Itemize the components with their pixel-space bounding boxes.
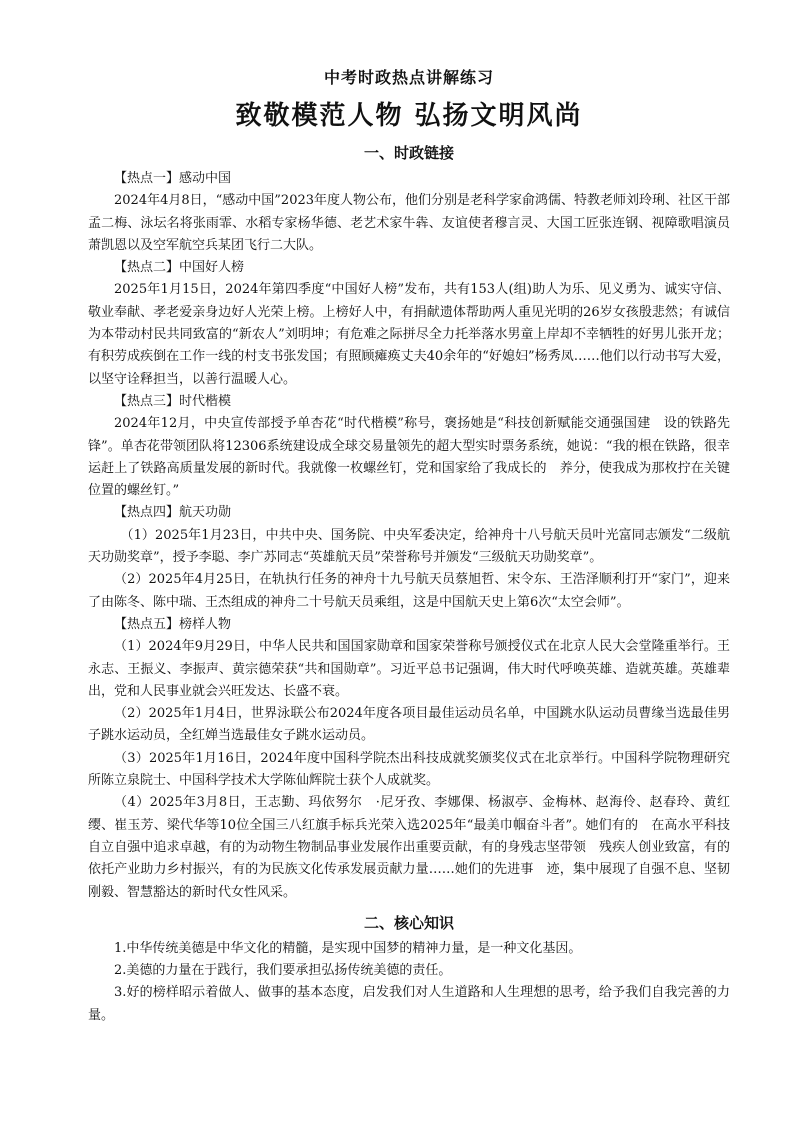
core-knowledge-item-2: 2.美德的力量在于践行，我们要承担弘扬传统美德的责任。 [114,963,452,979]
section-title-core-knowledge: 二、核心知识 [363,913,454,932]
hot-topic-5-item-2: （2）2025年1月4日，世界泳联公布2024年度各项目最佳运动员名单，中国跳水队运动员曹缘当选最佳男子跳水运动员，全红婵当选最佳女子跳水运动员。 [88,706,730,744]
section-title-current-affairs: 一、时政链接 [363,144,454,162]
hot-topic-3-label: 【热点三】时代楷模 [114,393,232,409]
hot-topic-5-label: 【热点五】榜样人物 [114,616,232,632]
hot-topic-1-text: 2024年4月8日，“感动中国”2023年度人物公布，他们分别是老科学家俞鸿儒、特教老师刘玲琍、社区干部孟二梅、泳坛名将张雨霏、水稻专家杨华德、老艺术家牛犇、友谊使者穆言灵、大国工匠张连钢、视障歌唱演员萧凯恩以及空军航空兵某团飞行二大队。 [88,193,731,253]
hot-topic-5-item-1: （1）2024年9月29日，中华人民共和国国家勋章和国家荣誉称号颁授仪式在北京人民大会堂隆重举行。王永志、王振义、李振声、黄宗德荣获“共和国勋章”。习近平总书记强调，伟大时代呼唤英雄、造就英雄。英雄辈出，党和人民事业就会兴旺发达、长盛不衰。 [88,639,730,699]
document-title: 致敬模范人物 弘扬文明风尚 [235,101,583,131]
hot-topic-3-text: 2024年12月，中央宣传部授予单杏花“时代楷模”称号，褒扬她是“科技创新赋能交通强国建 设的铁路先锋”。单杏花带领团队将12306系统建设成全球交易量领先的超大型实时票务系统，她说：“我的根在铁路，很幸运赶上了铁路高质量发展的新时代。我就像一枚螺丝钉，党和国家给了我成长的 养分，使我成为那枚拧在关键位置的螺丝钉。” [88,416,730,499]
core-knowledge-item-1: 1.中华传统美德是中华文化的精髓，是实现中国梦的精神力量，是一种文化基因。 [114,940,582,956]
hot-topic-5-item-4: （4）2025年3月8日，王志勤、玛依努尔 ·尼牙孜、李娜倮、杨淑亭、金梅林、赵海伶、赵春玲、黄红缨、崔玉芳、梁代华等10位全国三八红旗手标兵光荣入选2025年“最美巾帼奋斗者”。她们有的 在高水平科技自立自强中追求卓越，有的为动物生物制品事业发展作出重要贡献，有的身残志坚带领 残疾人创业致富，有的依托产业助力乡村振兴，有的为民族文化传承发展贡献力量……她们的先进事 迹，集中展现了自强不息、坚韧刚毅、智慧豁达的新时代女性风采。 [88,795,730,900]
hot-topic-2-text: 2025年1月15日，2024年第四季度“中国好人榜”发布，共有153人(组)助人为乐、见义勇为、诚实守信、敬业奉献、孝老爱亲身边好人光荣上榜。上榜好人中，有捐献遗体帮助两人重见光明的26岁女孩殷悲然；有诚信为本带动村民共同致富的“新农人”刘明坤；有危难之际拼尽全力托举落水男童上岸却不幸牺牲的好男儿张开龙；有积劳成疾倒在工作一线的村支书张发国；有照顾瘫痪丈夫40余年的“好媳妇”杨秀凤……他们以行动书写大爱，以坚守诠释担当，以善行温暖人心。 [88,282,730,387]
hot-topic-2-label: 【热点二】中国好人榜 [114,260,245,276]
document-subtitle: 中考时政热点讲解练习 [323,68,494,87]
hot-topic-4-item-2: （2）2025年4月25日，在轨执行任务的神舟十九号航天员蔡旭哲、宋令东、王浩泽顺利打开“家门”，迎来了由陈冬、陈中瑞、王杰组成的神舟二十号航天员乘组，这是中国航天史上第6次“太空会师”。 [88,572,730,610]
hot-topic-1-label: 【热点一】感动中国 [114,171,232,186]
hot-topic-5-item-3: （3）2025年1月16日，2024年度中国科学院杰出科技成就奖颁奖仪式在北京举行。中国科学院物理研究所陈立泉院士、中国科学技术大学陈仙辉院士获个人成就奖。 [88,750,730,789]
core-knowledge-item-3: 3.好的榜样昭示着做人、做事的基本态度，启发我们对人生道路和人生理想的思考，给予我们自我完善的力量。 [88,985,730,1023]
hot-topic-4-label: 【热点四】航天功勋 [114,505,232,521]
document-page [88,66,730,1027]
hot-topic-4-item-1: （1）2025年1月23日，中共中央、国务院、中央军委决定，给神舟十八号航天员叶光富同志颁发“二级航天功勋奖章”，授予李聪、李广苏同志“英雄航天员”荣誉称号并颁发“三级航天功勋奖章”。 [88,527,730,566]
